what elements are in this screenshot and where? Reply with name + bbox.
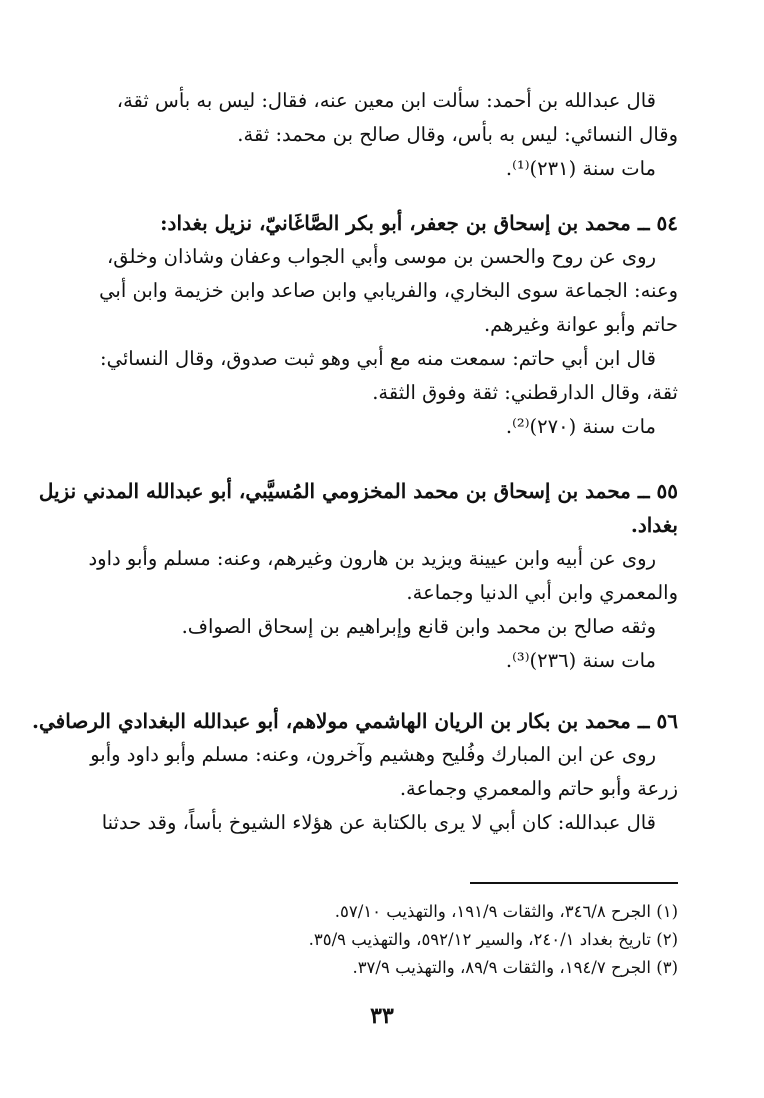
body-line: والمعمري وابن أبي الدنيا وجماعة. xyxy=(406,581,678,604)
death-year-line: مات سنة (٢٣١)⁽¹⁾. xyxy=(505,157,656,180)
death-year-line: مات سنة (٢٧٠)⁽²⁾. xyxy=(505,415,656,438)
footnote-divider xyxy=(470,882,678,884)
entry-56 xyxy=(32,704,678,840)
footnote-2: (٢) تاريخ بغداد ٢٤٠/١، والسير ٥٩٢/١٢، والتهذيب ٣٥/٩. xyxy=(308,930,678,949)
death-year-line: مات سنة (٢٣٦)⁽³⁾. xyxy=(505,649,656,672)
footnote-3: (٣) الجرح ١٩٤/٧، والثقات ٨٩/٩، والتهذيب ٣٧/٩. xyxy=(352,958,678,977)
continued-entry xyxy=(80,84,678,186)
body-line: ثقة، وقال الدارقطني: ثقة وفوق الثقة. xyxy=(372,381,678,404)
body-line: قال عبدالله: كان أبي لا يرى بالكتابة عن هؤلاء الشيوخ بأساً، وقد حدثنا xyxy=(101,811,656,834)
body-line: حاتم وأبو عوانة وغيرهم. xyxy=(483,313,678,336)
body-line: قال ابن أبي حاتم: سمعت منه مع أبي وهو ثبت صدوق، وقال النسائي: xyxy=(100,347,656,370)
entry-heading: ٥٦ ــ محمد بن بكار بن الريان الهاشمي مولاهم، أبو عبدالله البغدادي الرصافي. xyxy=(32,709,678,733)
body-line: زرعة وأبو حاتم والمعمري وجماعة. xyxy=(399,777,678,800)
body-line: وقال النسائي: ليس به بأس، وقال صالح بن محمد: ثقة. xyxy=(237,123,678,146)
entry-54 xyxy=(80,206,678,444)
entry-55 xyxy=(38,474,678,678)
footnotes xyxy=(80,898,678,982)
footnote-1: (١) الجرح ٣٤٦/٨، والثقات ١٩١/٩، والتهذيب ٥٧/١٠. xyxy=(334,902,678,921)
body-line: وثقه صالح بن محمد وابن قانع وإبراهيم بن إسحاق الصواف. xyxy=(181,615,656,638)
body-line: وعنه: الجماعة سوى البخاري، والفريابي وابن صاعد وابن خزيمة وابن أبي xyxy=(99,279,678,302)
body-line: روى عن ابن المبارك وفُليح وهشيم وآخرون، وعنه: مسلم وأبو داود وأبو xyxy=(90,743,656,766)
entry-heading: ٥٥ ــ محمد بن إسحاق بن محمد المخزومي المُسيَّبي، أبو عبدالله المدني نزيل xyxy=(38,479,678,503)
body-line: روى عن روح والحسن بن موسى وأبي الجواب وعفان وشاذان وخلق، xyxy=(106,245,656,268)
body-line: قال عبدالله بن أحمد: سألت ابن معين عنه، فقال: ليس به بأس ثقة، xyxy=(116,89,656,112)
entry-heading: ٥٤ ــ محمد بن إسحاق بن جعفر، أبو بكر الصَّاغَانيّ، نزيل بغداد: xyxy=(160,211,678,235)
entry-heading-continued: بغداد. xyxy=(630,513,678,537)
page-number: ٣٣ xyxy=(370,1003,394,1029)
body-line: روى عن أبيه وابن عيينة ويزيد بن هارون وغيرهم، وعنه: مسلم وأبو داود xyxy=(88,547,656,570)
